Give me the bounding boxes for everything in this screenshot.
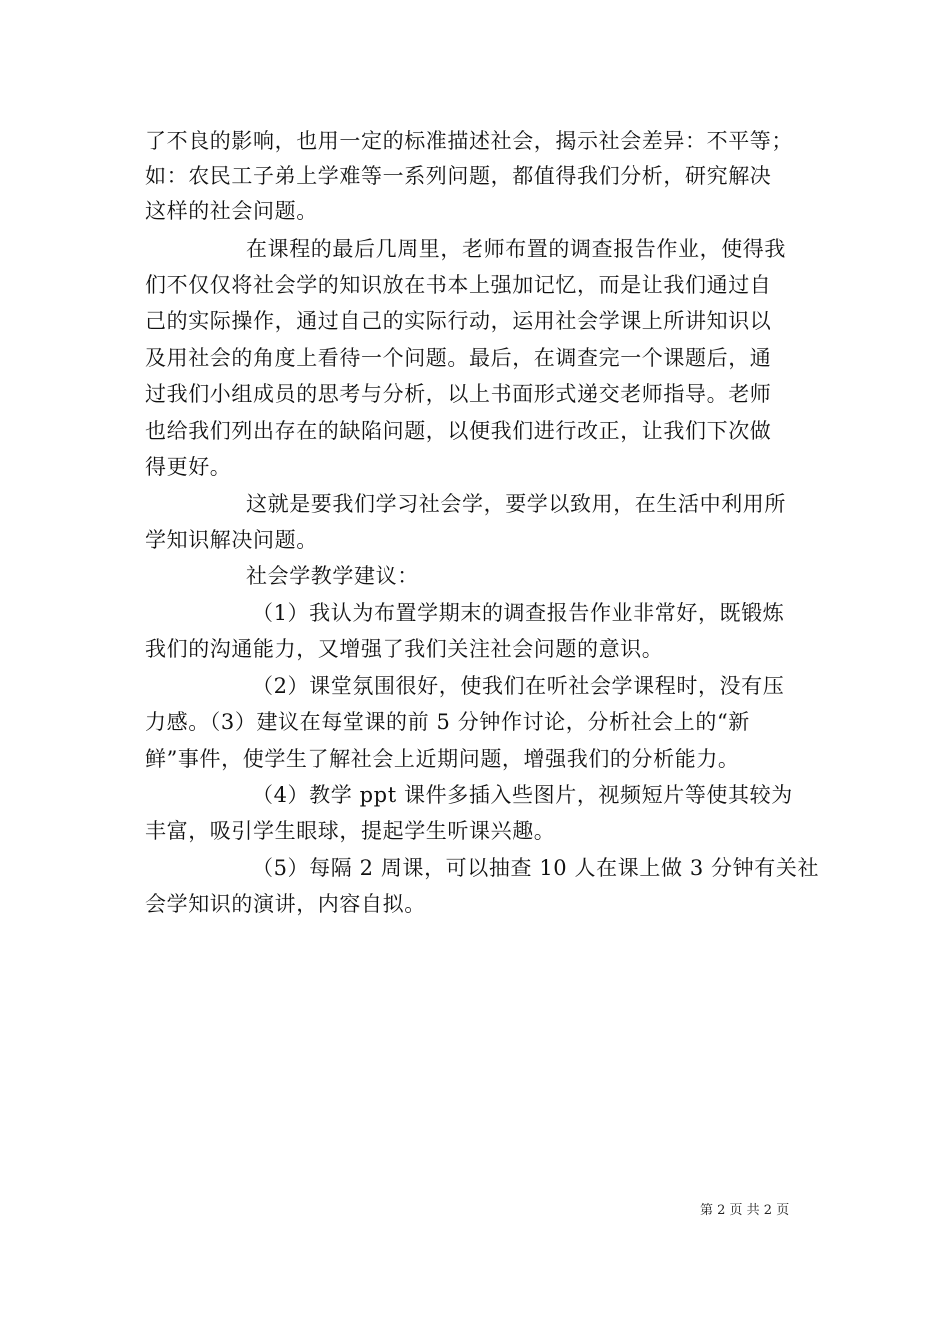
text-line: 己的实际操作，通过自己的实际行动，运用社会学课上所讲知识以: [145, 309, 772, 333]
text-line: 会学知识的演讲，内容自拟。: [145, 892, 426, 916]
page-number-footer: 第 2 页 共 2 页: [700, 1203, 790, 1218]
text-line: 也给我们列出存在的缺陷问题，以便我们进行改正，让我们下次做: [145, 419, 772, 443]
text-line: 及用社会的角度上看待一个问题。最后，在调查完一个课题后，通: [145, 346, 772, 370]
suggestion-item-4: （4）教学 ppt 课件多插入些图片，视频短片等使其较为: [252, 783, 793, 807]
text-line: 这样的社会问题。: [145, 199, 318, 223]
text-line: 力感。（3）建议在每堂课的前 5 分钟作讨论，分析社会上的“新: [145, 710, 750, 734]
text-line: 们不仅仅将社会学的知识放在书本上强加记忆，而是让我们通过自: [145, 273, 772, 297]
paragraph-start-line: 在课程的最后几周里，老师布置的调查报告作业，使得我: [246, 237, 786, 261]
text-line: 丰富，吸引学生眼球，提起学生听课兴趣。: [145, 819, 556, 843]
suggestion-item-1: （1）我认为布置学期末的调查报告作业非常好，既锻炼: [252, 601, 785, 625]
text-line: 了不良的影响，也用一定的标准描述社会，揭示社会差异：不平等；: [145, 129, 793, 153]
suggestion-item-5: （5）每隔 2 周课，可以抽查 10 人在课上做 3 分钟有关社: [252, 856, 820, 880]
text-line: 如：农民工子弟上学难等一系列问题，都值得我们分析，研究解决: [145, 164, 772, 188]
section-heading: 社会学教学建议：: [246, 564, 419, 588]
paragraph-start-line: 这就是要我们学习社会学，要学以致用，在生活中利用所: [246, 492, 786, 516]
text-line: 我们的沟通能力，又增强了我们关注社会问题的意识。: [145, 637, 664, 661]
text-line: 过我们小组成员的思考与分析，以上书面形式递交老师指导。老师: [145, 382, 772, 406]
text-line: 鲜”事件，使学生了解社会上近期问题，增强我们的分析能力。: [145, 747, 740, 771]
suggestion-item-2: （2）课堂氛围很好，使我们在听社会学课程时，没有压: [252, 674, 785, 698]
text-line: 得更好。: [145, 455, 232, 479]
text-line: 学知识解决问题。: [145, 528, 318, 552]
